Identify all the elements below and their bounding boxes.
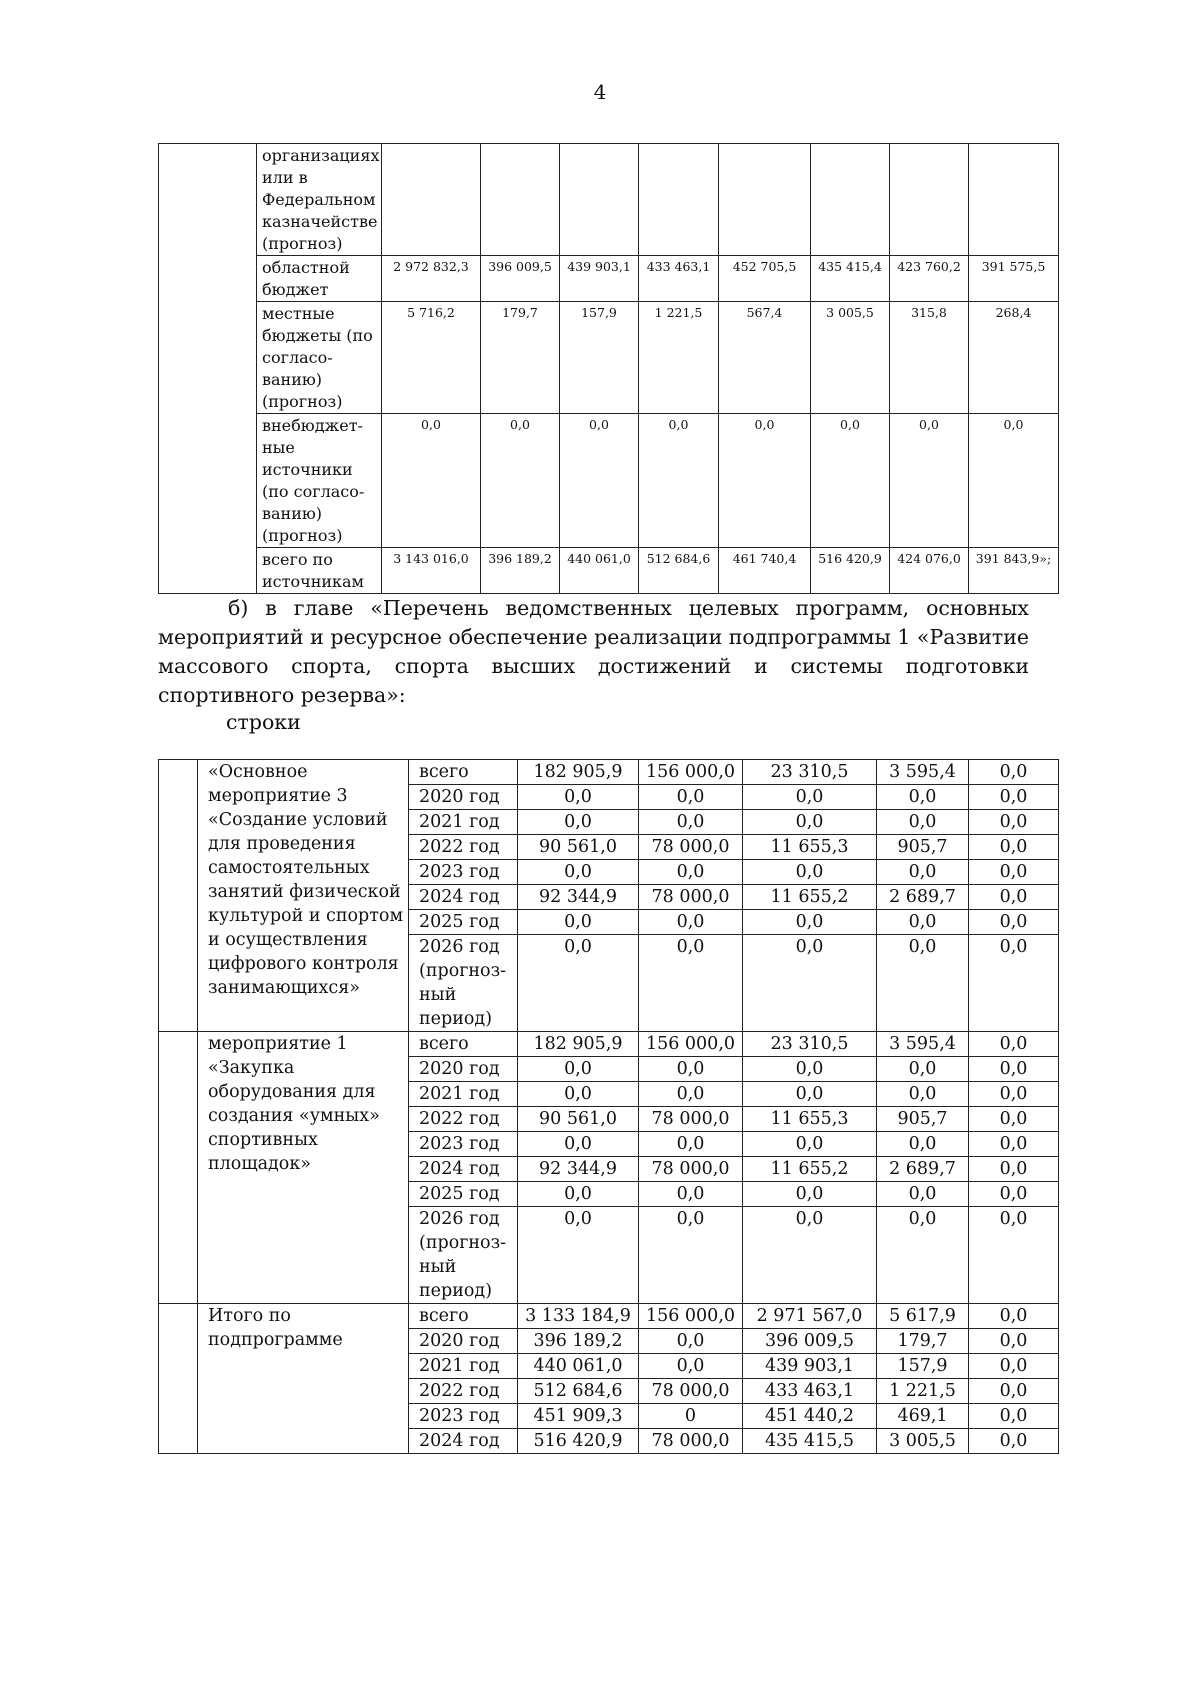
table-row [159,548,1059,594]
value-cell [811,144,890,256]
value-cell: 0,0 [639,1207,743,1304]
value-cell: 2 689,7 [877,885,969,910]
value-cell: 396 189,2 [518,1329,639,1354]
value-cell: 435 415,5 [743,1429,877,1454]
value-cell: 439 903,1 [743,1354,877,1379]
value-cell: 156 000,0 [639,1032,743,1057]
value-cell: 0,0 [969,1379,1059,1404]
value-cell: 90 561,0 [518,835,639,860]
value-cell: 3 005,5 [811,302,890,414]
value-cell: 0,0 [518,860,639,885]
value-cell: 451 440,2 [743,1404,877,1429]
period-cell: 2021 год [409,810,518,835]
value-cell: 0,0 [639,1329,743,1354]
table-row [159,302,1059,414]
empty-cell [159,760,198,1032]
table-row [159,414,1059,548]
period-cell: 2020 год [409,1329,518,1354]
value-cell [639,144,719,256]
value-cell: 391 575,5 [969,256,1059,302]
value-cell: 0,0 [518,910,639,935]
value-cell: 0,0 [877,810,969,835]
value-cell: 0,0 [518,1132,639,1157]
value-cell: 11 655,2 [743,1157,877,1182]
period-cell: 2022 год [409,1379,518,1404]
value-cell [560,144,639,256]
value-cell: 23 310,5 [743,1032,877,1057]
value-cell [382,144,481,256]
period-cell: всего [409,1304,518,1329]
value-cell: 512 684,6 [518,1379,639,1404]
value-cell: 315,8 [890,302,969,414]
period-cell: 2025 год [409,1182,518,1207]
value-cell: 0,0 [743,860,877,885]
value-cell: 451 909,3 [518,1404,639,1429]
value-cell: 0,0 [969,1304,1059,1329]
value-cell: 0,0 [969,1132,1059,1157]
value-cell: 78 000,0 [639,835,743,860]
value-cell: 157,9 [877,1354,969,1379]
value-cell: 0,0 [639,785,743,810]
value-cell: 512 684,6 [639,548,719,594]
value-cell: 516 420,9 [518,1429,639,1454]
value-cell: 3 005,5 [877,1429,969,1454]
value-cell: 0,0 [518,810,639,835]
value-cell: 0,0 [518,785,639,810]
value-cell: 0,0 [877,1182,969,1207]
value-cell: 469,1 [877,1404,969,1429]
value-cell: 0,0 [719,414,811,548]
value-cell: 3 133 184,9 [518,1304,639,1329]
value-cell: 92 344,9 [518,1157,639,1182]
value-cell: 3 143 016,0 [382,548,481,594]
value-cell: 440 061,0 [560,548,639,594]
value-cell: 78 000,0 [639,1107,743,1132]
value-cell: 78 000,0 [639,1379,743,1404]
value-cell: 0,0 [877,785,969,810]
value-cell: 0,0 [639,414,719,548]
value-cell: 435 415,4 [811,256,890,302]
value-cell: 92 344,9 [518,885,639,910]
period-cell: 2024 год [409,1157,518,1182]
value-cell: 0,0 [969,1404,1059,1429]
value-cell: 0 [639,1404,743,1429]
period-cell: 2024 год [409,1429,518,1454]
value-cell: 5 716,2 [382,302,481,414]
value-cell: 0,0 [639,1082,743,1107]
row-label: местные бюджеты (по согласо-ванию) (прогноз) [257,302,382,414]
value-cell: 0,0 [743,935,877,1032]
value-cell: 78 000,0 [639,885,743,910]
value-cell: 905,7 [877,835,969,860]
value-cell: 0,0 [743,810,877,835]
period-cell: 2020 год [409,785,518,810]
value-cell: 2 972 832,3 [382,256,481,302]
period-cell: 2024 год [409,885,518,910]
value-cell: 516 420,9 [811,548,890,594]
value-cell: 452 705,5 [719,256,811,302]
value-cell: 0,0 [877,1082,969,1107]
value-cell: 423 760,2 [890,256,969,302]
value-cell: 0,0 [743,1082,877,1107]
value-cell: 391 843,9»; [969,548,1059,594]
period-cell: 2026 год (прогноз-ный период) [409,935,518,1032]
value-cell: 11 655,3 [743,1107,877,1132]
value-cell: 905,7 [877,1107,969,1132]
value-cell: 0,0 [969,785,1059,810]
value-cell: 0,0 [639,1132,743,1157]
value-cell: 0,0 [877,860,969,885]
value-cell: 0,0 [969,1057,1059,1082]
value-cell: 78 000,0 [639,1157,743,1182]
table-row [159,256,1059,302]
period-cell: 2023 год [409,860,518,885]
period-cell: 2022 год [409,835,518,860]
value-cell: 0,0 [969,1354,1059,1379]
value-cell: 0,0 [743,910,877,935]
table-row [159,144,1059,256]
value-cell: 0,0 [518,1207,639,1304]
period-cell: 2023 год [409,1132,518,1157]
value-cell: 0,0 [743,1132,877,1157]
empty-cell [159,144,257,594]
value-cell: 0,0 [382,414,481,548]
amendment-paragraph [158,594,1029,710]
value-cell: 0,0 [877,935,969,1032]
event-name: «Основное мероприятие 3 «Создание условий для проведения самостоятельных занятий физической культурой и спортом и осуществления цифрового контроля занимающихся» [198,760,409,1032]
event-name: мероприятие 1 «Закупка оборудования для создания «умных» спортивных площадок» [198,1032,409,1304]
period-cell: 2021 год [409,1082,518,1107]
value-cell: 179,7 [481,302,560,414]
funding-sources-table [158,143,1059,594]
value-cell: 0,0 [969,860,1059,885]
value-cell: 396 009,5 [481,256,560,302]
table-row [159,1304,1059,1329]
subheading: строки [226,710,301,734]
paragraph-text: б) в главе «Перечень ведомственных целевых программ, основных мероприятий и ресурсное обеспечение реализации подпрограммы 1 «Развитие массового спорта, спорта высших достижений и системы подготовки спортивного резерва»: [158,596,1029,707]
value-cell: 0,0 [639,1354,743,1379]
period-cell: 2022 год [409,1107,518,1132]
page-number: 4 [593,80,607,104]
empty-cell [159,1032,198,1304]
value-cell: 1 221,5 [877,1379,969,1404]
value-cell: 0,0 [969,935,1059,1032]
value-cell: 11 655,2 [743,885,877,910]
value-cell: 0,0 [743,1057,877,1082]
value-cell: 0,0 [811,414,890,548]
value-cell: 433 463,1 [743,1379,877,1404]
table-row [159,760,1059,785]
event-name: Итого по подпрограмме [198,1304,409,1454]
value-cell: 0,0 [743,1182,877,1207]
value-cell: 156 000,0 [639,760,743,785]
row-label: внебюджет-ные источники (по согласо-ванию) (прогноз) [257,414,382,548]
value-cell: 0,0 [518,1182,639,1207]
empty-cell [159,1304,198,1454]
value-cell: 0,0 [518,935,639,1032]
value-cell: 156 000,0 [639,1304,743,1329]
value-cell: 0,0 [560,414,639,548]
value-cell: 396 189,2 [481,548,560,594]
value-cell: 78 000,0 [639,1429,743,1454]
value-cell: 439 903,1 [560,256,639,302]
table-row [159,1032,1059,1057]
value-cell: 11 655,3 [743,835,877,860]
value-cell: 0,0 [639,810,743,835]
value-cell: 0,0 [639,1182,743,1207]
value-cell: 0,0 [481,414,560,548]
value-cell: 567,4 [719,302,811,414]
value-cell: 5 617,9 [877,1304,969,1329]
period-cell: всего [409,1032,518,1057]
value-cell: 0,0 [743,1207,877,1304]
value-cell: 0,0 [890,414,969,548]
value-cell: 0,0 [639,860,743,885]
value-cell [969,144,1059,256]
value-cell: 0,0 [969,1429,1059,1454]
value-cell: 0,0 [877,1132,969,1157]
row-label: организациях или в Федеральном казначействе (прогноз) [257,144,382,256]
value-cell: 268,4 [969,302,1059,414]
value-cell: 0,0 [969,1182,1059,1207]
row-label: областной бюджет [257,256,382,302]
value-cell: 2 689,7 [877,1157,969,1182]
value-cell: 0,0 [743,785,877,810]
value-cell: 440 061,0 [518,1354,639,1379]
value-cell: 0,0 [969,1107,1059,1132]
period-cell: всего [409,760,518,785]
value-cell: 1 221,5 [639,302,719,414]
events-funding-table [158,759,1059,1454]
value-cell: 0,0 [969,810,1059,835]
value-cell [481,144,560,256]
period-cell: 2021 год [409,1354,518,1379]
value-cell: 0,0 [969,1207,1059,1304]
value-cell: 0,0 [877,1057,969,1082]
value-cell: 461 740,4 [719,548,811,594]
value-cell: 0,0 [969,885,1059,910]
value-cell: 396 009,5 [743,1329,877,1354]
value-cell: 0,0 [969,910,1059,935]
period-cell: 2025 год [409,910,518,935]
value-cell: 0,0 [969,760,1059,785]
value-cell: 0,0 [969,1082,1059,1107]
value-cell: 179,7 [877,1329,969,1354]
period-cell: 2020 год [409,1057,518,1082]
value-cell: 0,0 [969,1032,1059,1057]
value-cell: 0,0 [639,1057,743,1082]
value-cell: 2 971 567,0 [743,1304,877,1329]
value-cell: 0,0 [518,1057,639,1082]
value-cell: 0,0 [518,1082,639,1107]
period-cell: 2023 год [409,1404,518,1429]
value-cell: 0,0 [969,414,1059,548]
value-cell: 23 310,5 [743,760,877,785]
value-cell: 182 905,9 [518,1032,639,1057]
value-cell: 182 905,9 [518,760,639,785]
period-cell: 2026 год (прогноз-ный период) [409,1207,518,1304]
value-cell [719,144,811,256]
value-cell: 0,0 [969,1157,1059,1182]
value-cell: 90 561,0 [518,1107,639,1132]
value-cell [890,144,969,256]
value-cell: 157,9 [560,302,639,414]
value-cell: 0,0 [639,910,743,935]
value-cell: 3 595,4 [877,760,969,785]
row-label: всего по источникам [257,548,382,594]
value-cell: 0,0 [877,910,969,935]
value-cell: 3 595,4 [877,1032,969,1057]
value-cell: 0,0 [639,935,743,1032]
value-cell: 0,0 [877,1207,969,1304]
value-cell: 0,0 [969,835,1059,860]
value-cell: 433 463,1 [639,256,719,302]
value-cell: 0,0 [969,1329,1059,1354]
value-cell: 424 076,0 [890,548,969,594]
